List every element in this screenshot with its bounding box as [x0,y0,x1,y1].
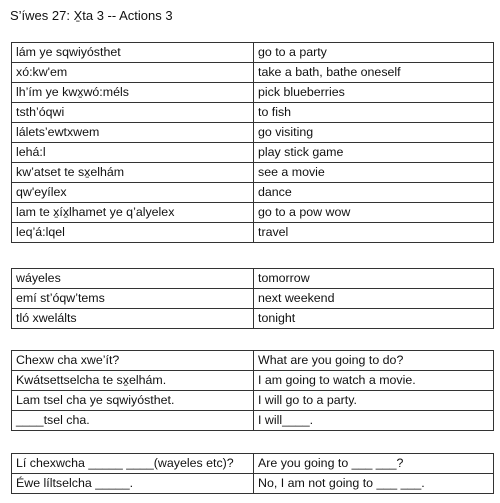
halkomelem-cell: tsth’óqwi [12,103,254,123]
table-row [12,143,494,163]
english-cell: go to a pow wow [254,203,494,223]
english-cell: I will____. [254,411,494,431]
english-cell: go to a party [254,43,494,63]
halkomelem-cell: Chexw cha xwe’ít? [12,351,254,371]
english-cell: dance [254,183,494,203]
table-row [12,391,494,411]
questions-table [11,453,494,494]
halkomelem-cell: Kwátsettselcha te sx̱elhám. [12,371,254,391]
vocabulary-table-actions [11,42,494,243]
table-row [12,269,494,289]
english-cell: tomorrow [254,269,494,289]
english-cell: go visiting [254,123,494,143]
table-row [12,351,494,371]
table-row [12,371,494,391]
table-row [12,63,494,83]
table-row [12,123,494,143]
english-cell: next weekend [254,289,494,309]
english-cell: Are you going to ___ ___? [254,454,494,474]
halkomelem-cell: wáyeles [12,269,254,289]
halkomelem-cell: lálets’ewtxwem [12,123,254,143]
halkomelem-cell: lám ye sqwiyósthet [12,43,254,63]
english-cell: What are you going to do? [254,351,494,371]
english-cell: play stick game [254,143,494,163]
english-cell: No, I am not going to ___ ___. [254,474,494,494]
halkomelem-cell: Lí chexwcha _____ ____(wayeles etc)? [12,454,254,474]
halkomelem-cell: xó:kw'em [12,63,254,83]
english-cell: tonight [254,309,494,329]
table-row [12,183,494,203]
halkomelem-cell: lh’ím ye kwx̱wó:méls [12,83,254,103]
halkomelem-cell: Lam tsel cha ye sqwiyósthet. [12,391,254,411]
vocabulary-table-time [11,268,494,329]
english-cell: to fish [254,103,494,123]
halkomelem-cell: lehá:l [12,143,254,163]
table-row [12,203,494,223]
halkomelem-cell: emí st’óqw’tems [12,289,254,309]
table-row [12,163,494,183]
halkomelem-cell: lam te x̱íx̱lhamet ye q’alyelex [12,203,254,223]
english-cell: take a bath, bathe oneself [254,63,494,83]
table-row [12,289,494,309]
table-row [12,223,494,243]
phrases-table [11,350,494,431]
table-row [12,454,494,474]
halkomelem-cell: qw'eyílex [12,183,254,203]
table-row [12,103,494,123]
halkomelem-cell: tló xwelálts [12,309,254,329]
halkomelem-cell: Éwe líltselcha _____. [12,474,254,494]
table-row [12,474,494,494]
halkomelem-cell: ____tsel cha. [12,411,254,431]
table-row [12,43,494,63]
halkomelem-cell: leq’á:lqel [12,223,254,243]
english-cell: see a movie [254,163,494,183]
halkomelem-cell: kw’atset te sx̱elhám [12,163,254,183]
english-cell: I am going to watch a movie. [254,371,494,391]
page-title: S’íwes 27: X̱ta 3 -- Actions 3 [10,8,173,23]
english-cell: pick blueberries [254,83,494,103]
table-row [12,411,494,431]
table-row [12,83,494,103]
english-cell: travel [254,223,494,243]
english-cell: I will go to a party. [254,391,494,411]
table-row [12,309,494,329]
